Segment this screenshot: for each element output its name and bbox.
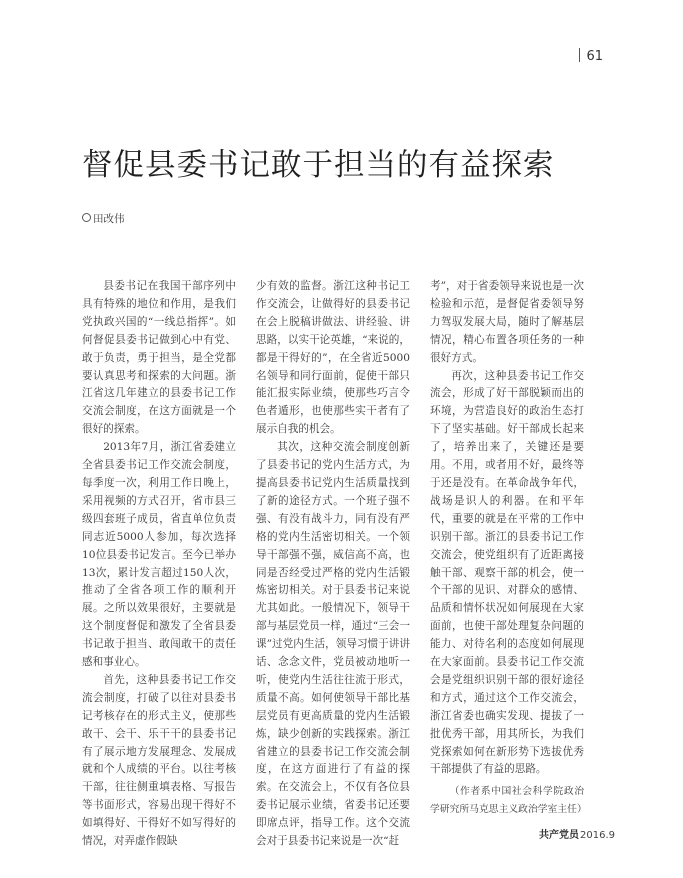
paragraph: 再次，这种县委书记工作交流会，形成了好干部脱颖而出的环境，为营造良好的政治生态打下了坚实基础。好干部成长起来了，培养出来了，关键还是要用。不用，或者用不好，最终等于还是没有。在革命战争年代，战场是识人的利器。在和平年代，重要的就是在平常的工作中识别干部。浙江的县委书记工作交流会，使党组织有了近距离接触干部、观察干部的机会，使一个干部的见识、对群众的感情、品质和情怀状况如何展现在大家面前，也使干部处理复杂问题的能力、对待名利的态度如何展现在大家面前。县委书记工作交流会是党组织识别干部的很好途径和方式，通过这个工作交流会，浙江省委也确实发现、提拔了一批优秀干部，用其所长，为我们党探索如何在新形势下选拔优秀干部提供了有益的思路。 [430,369,584,776]
issue-number: 2016.9 [580,830,615,841]
text-column-3 [430,278,587,819]
text-column-2 [256,278,410,851]
footer [539,826,615,841]
bullet-circle-icon [82,213,91,222]
paragraph: 2013年7月，浙江省委建立全省县委书记工作交流会制度，每季度一次，利用工作日晚上，采用视频的方式召开，省市县三级四套班子成员，省直单位负责同志近5000人参加，每次选择10位县委书记发言。至今已举办13次，累计发言超过150人次，推动了全省各项工作的顺利开展。之所以效果很好，主要就是这个制度督促和激发了全省县委书记敢于担当、敢闯敢干的责任感和事业心。 [82,441,236,669]
author-name: 田改伟 [93,213,125,225]
magazine-logo: 共产党员 [539,830,579,841]
page-number-value: 61 [586,49,603,64]
author-note: （作者系中国社会科学院政治学研究所马克思主义政治学室主任） [430,786,587,816]
article-title: 督促县委书记敢于担当的有益探索 [82,148,555,183]
author-line [82,211,125,226]
paragraph-continued: 考”，对于省委领导来说也是一次检验和示范，是督促省委领导努力驾驭发展大局，随时了解基层情况，精心布置各项任务的一种很好方式。 [430,280,584,364]
page-number [579,48,603,64]
paragraph-continued: 少有效的监督。浙江这种书记工作交流会，让做得好的县委书记在会上脱稿讲做法、讲经验、讲思路，以实干论英雄，“来说的，都是干得好的”，在全省近5000名领导和同行面前，促使干部只能汇报实际业绩，使那些巧言令色者遁形，也使那些实干者有了展示自我的机会。 [256,280,410,436]
paragraph: 其次，这种交流会制度创新了县委书记的党内生活方式，为提高县委书记党内生活质量找到了新的途径方式。一个班子强不强、有没有战斗力，同有没有严格的党内生活密切相关。一个领导干部强不强，威信高不高，也同是否经受过严格的党内生活锻炼密切相关。对于县委书记来说尤其如此。一般情况下，领导干部与基层党员一样，通过“三会一课”过党内生活，领导习惯于讲讲话、念念文件，党员被动地听一听，使党内生活往往流于形式，质量不高。如何使领导干部比基层党员有更高质量的党内生活锻炼，缺少创新的实践探索。浙江省建立的县委书记工作交流会制度，在这方面进行了有益的探索。在交流会上，不仅有各位县委书记展示业绩，省委书记还要即席点评，指导工作。这个交流会对于县委书记来说是一次“赶 [256,441,410,848]
page-number-divider [579,48,580,62]
paragraph: 县委书记在我国干部序列中具有特殊的地位和作用，是我们党执政兴国的“一线总指挥”。如何督促县委书记做到心中有党、敢于负责，勇于担当，是全党都要认真思考和探索的大问题。浙江省这几年建立的县委书记工作交流会制度，在这方面就是一个很好的探索。 [82,280,236,436]
text-column-1 [82,278,236,851]
paragraph: 首先，这种县委书记工作交流会制度，打破了以往对县委书记考核存在的形式主义，使那些敢干、会干、乐干干的县委书记有了展示地方发展理念、发展成就和个人成绩的平台。以往考核干部，往往侧重填表格、写报告等书面形式，容易出现干得好不如填得好、干得好不如写得好的情况，对弄虚作假缺 [82,673,236,848]
